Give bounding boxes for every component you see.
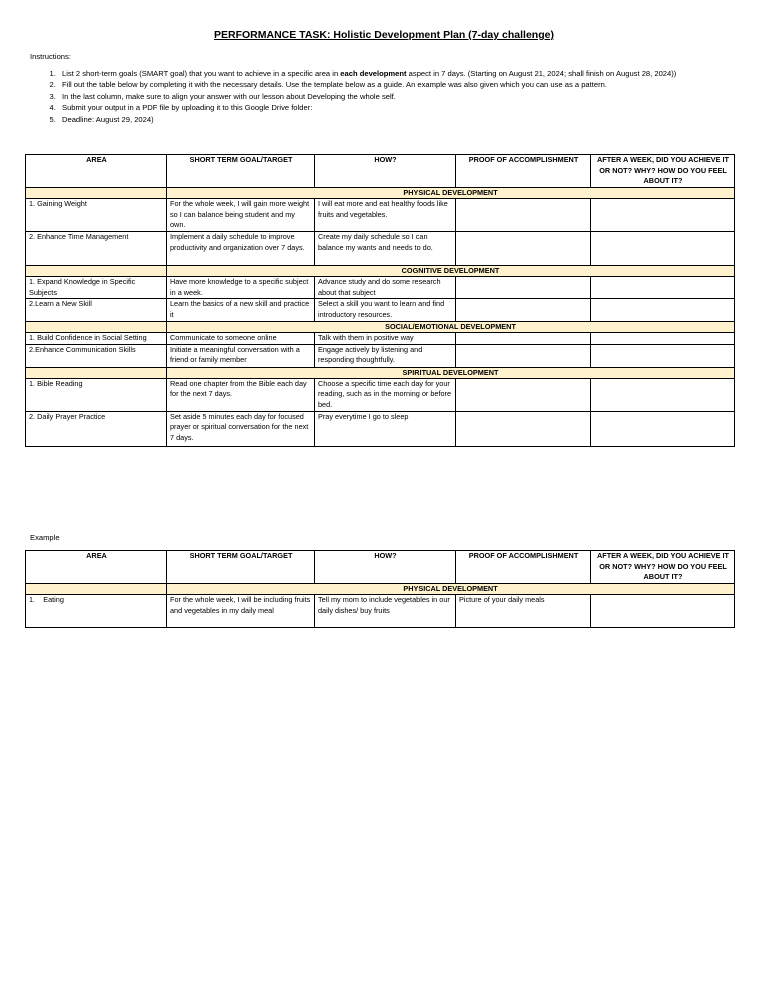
area-cell: 1. Expand Knowledge in Specific Subjects (26, 277, 167, 299)
instructions-list (30, 68, 768, 125)
header-row (26, 155, 735, 188)
example-label: Example (30, 533, 60, 542)
after-cell[interactable] (591, 344, 735, 367)
instruction-bold: each development (340, 69, 407, 78)
goal-cell: Have more knowledge to a specific subject in a week. (167, 277, 315, 299)
proof-cell[interactable] (456, 277, 591, 299)
how-cell: Choose a specific time each day for your reading, such as in the morning or before bed. (315, 378, 456, 411)
proof-cell[interactable] (456, 344, 591, 367)
table-row (26, 333, 735, 345)
table-row (26, 299, 735, 322)
section-label: COGNITIVE DEVELOPMENT (167, 266, 735, 277)
goal-cell: Learn the basics of a new skill and practice it (167, 299, 315, 322)
example-row (26, 595, 735, 628)
section-label: PHYSICAL DEVELOPMENT (167, 584, 735, 595)
how-cell: Select a skill you want to learn and find introductory resources. (315, 299, 456, 322)
section-blank-cell (26, 188, 167, 199)
item-number: 1. (29, 595, 36, 604)
section-blank-cell (26, 584, 167, 595)
instruction-item: 1. List 2 short-term goals (SMART goal) that you want to achieve in a specific area in each development aspect in 7 days. (Starting on August 21, 2024; shall finish on August 28, 2024)) (58, 68, 768, 79)
goal-cell: Read one chapter from the Bible each day for the next 7 days. (167, 378, 315, 411)
section-blank-cell (26, 367, 167, 378)
proof-cell[interactable] (456, 199, 591, 232)
after-cell[interactable] (591, 299, 735, 322)
column-header: AFTER A WEEK, DID YOU ACHIEVE IT OR NOT? WHY? HOW DO YOU FEEL ABOUT IT? (591, 155, 735, 188)
proof-cell[interactable] (456, 232, 591, 266)
after-cell[interactable] (591, 411, 735, 446)
area-cell: 2.Learn a New Skill (26, 299, 167, 322)
after-cell[interactable] (591, 277, 735, 299)
table-row (26, 378, 735, 411)
section-label: SOCIAL/EMOTIONAL DEVELOPMENT (167, 322, 735, 333)
instruction-item: 3. In the last column, make sure to align your answer with our lesson about Developing the whole self. (58, 91, 768, 102)
area-cell: 2. Enhance Time Management (26, 232, 167, 266)
section-label: SPIRITUAL DEVELOPMENT (167, 367, 735, 378)
goal-cell: Communicate to someone online (167, 333, 315, 345)
page-title: PERFORMANCE TASK: Holistic Development Plan (7-day challenge) (214, 29, 554, 41)
table-row (26, 277, 735, 299)
table-row (26, 199, 735, 232)
how-cell: I will eat more and eat healthy foods like fruits and vegetables. (315, 199, 456, 232)
goal-cell: Implement a daily schedule to improve productivity and organization over 7 days. (167, 232, 315, 266)
goal-cell: Set aside 5 minutes each day for focused prayer or spiritual conversation for the next 7 days. (167, 411, 315, 446)
area-cell: 1. Gaining Weight (26, 199, 167, 232)
how-cell: Create my daily schedule so I can balance my wants and needs to do. (315, 232, 456, 266)
area-text: Eating (43, 595, 64, 604)
section-row (26, 367, 735, 378)
column-header: AREA (26, 551, 167, 584)
after-cell[interactable] (591, 232, 735, 266)
instruction-item: 2. Fill out the table below by completing it with the necessary details. Use the template below as a guide. An example was also given which you can use as a pattern. (58, 79, 768, 90)
how-cell: Talk with them in positive way (315, 333, 456, 345)
instructions-label: Instructions: (30, 52, 71, 61)
section-blank-cell (26, 266, 167, 277)
how-cell: Advance study and do some research about that subject (315, 277, 456, 299)
column-header: HOW? (315, 155, 456, 188)
proof-cell[interactable] (456, 333, 591, 345)
table-row (26, 232, 735, 266)
table-row (26, 344, 735, 367)
section-blank-cell (26, 322, 167, 333)
plan-table (25, 154, 735, 447)
proof-cell[interactable] (456, 411, 591, 446)
goal-cell: For the whole week, I will be including fruits and vegetables in my daily meal (167, 595, 315, 628)
how-cell: Pray everytime I go to sleep (315, 411, 456, 446)
how-cell: Tell my mom to include vegetables in our daily dishes/ buy fruits (315, 595, 456, 628)
after-cell[interactable] (591, 199, 735, 232)
proof-cell[interactable] (456, 378, 591, 411)
after-cell[interactable] (591, 378, 735, 411)
column-header: SHORT TERM GOAL/TARGET (167, 155, 315, 188)
section-row (26, 266, 735, 277)
table-row (26, 411, 735, 446)
proof-cell: Picture of your daily meals (456, 595, 591, 628)
section-row (26, 322, 735, 333)
instruction-item: 4. Submit your output in a PDF file by uploading it to this Google Drive folder: (58, 102, 768, 113)
section-row (26, 584, 735, 595)
header-row (26, 551, 735, 584)
area-cell: 2. Daily Prayer Practice (26, 411, 167, 446)
area-cell: 2.Enhance Communication Skills (26, 344, 167, 367)
column-header: AREA (26, 155, 167, 188)
column-header: SHORT TERM GOAL/TARGET (167, 551, 315, 584)
instruction-item: 5. Deadline: August 29, 2024) (58, 114, 768, 125)
section-label: PHYSICAL DEVELOPMENT (167, 188, 735, 199)
section-row (26, 188, 735, 199)
column-header: HOW? (315, 551, 456, 584)
area-cell (26, 595, 167, 628)
column-header: PROOF OF ACCOMPLISHMENT (456, 551, 591, 584)
goal-cell: Initiate a meaningful conversation with a friend or family member (167, 344, 315, 367)
area-cell: 1. Bible Reading (26, 378, 167, 411)
goal-cell: For the whole week, I will gain more weight so I can balance being student and my own. (167, 199, 315, 232)
how-cell: Engage actively by listening and responding thoughtfully. (315, 344, 456, 367)
column-header: AFTER A WEEK, DID YOU ACHIEVE IT OR NOT? WHY? HOW DO YOU FEEL ABOUT IT? (591, 551, 735, 584)
proof-cell[interactable] (456, 299, 591, 322)
area-cell: 1. Build Confidence in Social Setting (26, 333, 167, 345)
after-cell (591, 595, 735, 628)
after-cell[interactable] (591, 333, 735, 345)
column-header: PROOF OF ACCOMPLISHMENT (456, 155, 591, 188)
example-table (25, 550, 735, 628)
